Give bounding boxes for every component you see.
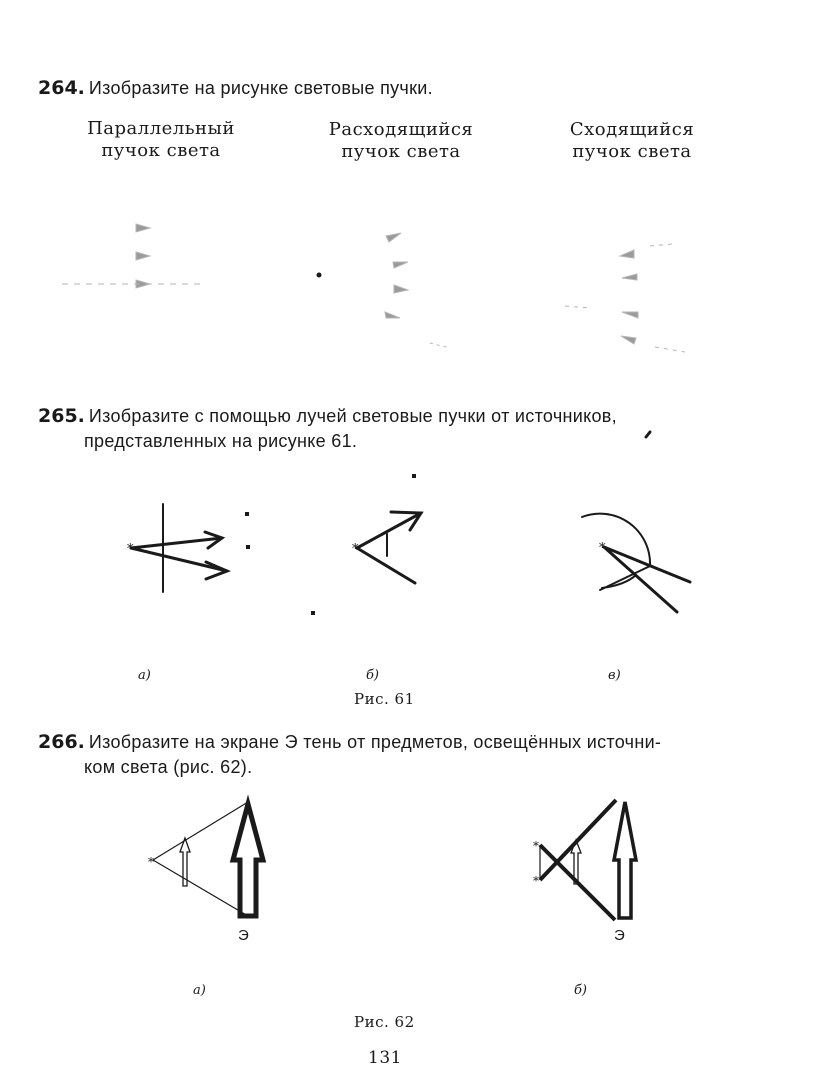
task-text: Изобразите на рисунке световые пучки. [88, 78, 433, 98]
figure-61-caption: Рис. 61 [354, 690, 415, 708]
figure-61-label-b: б) [366, 668, 380, 683]
beam-label-converging: Сходящийся пучок света [569, 119, 695, 162]
figure-62-caption: Рис. 62 [354, 1013, 415, 1031]
figure-62-label-a: а) [193, 983, 206, 998]
svg-text:*: * [533, 839, 539, 853]
task-number: 265. [38, 405, 85, 427]
beam-label-parallel: Параллельный пучок света [87, 118, 235, 161]
svg-text:*: * [352, 542, 359, 557]
beam-label-diverging: Расходящийся пучок света [328, 119, 474, 162]
svg-text:*: * [599, 541, 606, 556]
task-text-line-2: представленных на рисунке 61. [84, 431, 358, 451]
figure-61-label-a: а) [138, 668, 151, 683]
figure-61-label-c: в) [608, 668, 621, 683]
figure-62-label-b: б) [574, 983, 588, 998]
page-number: 131 [368, 1048, 402, 1068]
figure-62a [148, 802, 263, 916]
screen-label-b: Э [614, 927, 626, 944]
figure-62b [533, 800, 636, 920]
task-text-line-1: Изобразите с помощью лучей световые пучки от источников, [88, 406, 617, 426]
svg-text:*: * [148, 855, 154, 869]
task-text-line-2: ком света (рис. 62). [84, 757, 253, 777]
task-text-line-1: Изобразите на экране Э тень от предметов, освещённых источни- [88, 732, 662, 752]
svg-text:*: * [127, 542, 134, 557]
svg-text:*: * [533, 874, 539, 888]
task-number: 264. [38, 77, 85, 99]
task-number: 266. [38, 731, 85, 753]
screen-label-a: Э [238, 927, 250, 944]
